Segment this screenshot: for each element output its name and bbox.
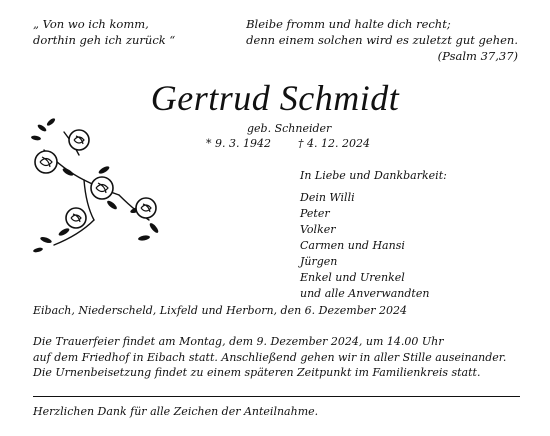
quote-right <box>246 16 518 64</box>
death-date: † 4. 12. 2024 <box>297 137 370 150</box>
divider <box>33 396 520 397</box>
deceased-name: Gertrud Schmidt <box>150 78 400 118</box>
funeral-notice-line-2: auf dem Friedhof in Eibach statt. Anschließend gehen wir in aller Stille auseinander. <box>33 350 507 364</box>
mourner-name: Dein Willi <box>300 191 355 204</box>
mourner-name: und alle Anverwandten <box>300 287 430 300</box>
quote-left-line-1: „ Von wo ich komm, <box>33 17 149 31</box>
life-dates <box>206 137 370 151</box>
mourners-list <box>300 168 447 302</box>
mourner-name: Carmen und Hansi <box>300 239 405 252</box>
roses-illustration-icon <box>24 110 174 260</box>
funeral-notice-line-3: Die Urnenbeisetzung findet zu einem späteren Zeitpunkt im Familienkreis statt. <box>33 366 481 379</box>
thanks-line: Herzlichen Dank für alle Zeichen der Anteilnahme. <box>33 405 319 418</box>
mourner-name: Peter <box>300 207 330 220</box>
quote-left-line-2: dorthin geh ich zurück “ <box>33 33 176 47</box>
quote-left <box>33 16 175 48</box>
place-and-date: Eibach, Niederscheld, Lixfeld und Herborn, den 6. Dezember 2024 <box>33 304 408 317</box>
birth-date: * 9. 3. 1942 <box>206 137 271 150</box>
quote-right-line-2: denn einem solchen wird es zuletzt gut gehen. <box>246 33 518 47</box>
mourners-intro: In Liebe und Dankbarkeit: <box>300 169 447 182</box>
funeral-notice-line-1: Die Trauerfeier findet am Montag, dem 9. Dezember 2024, um 14.00 Uhr <box>33 335 444 348</box>
mourner-name: Jürgen <box>300 255 338 268</box>
psalm-reference: (Psalm 37,37) <box>437 49 518 63</box>
quote-right-line-1: Bleibe fromm und halte dich recht; <box>246 17 451 31</box>
mourner-name: Volker <box>300 223 336 236</box>
mourner-name: Enkel und Urenkel <box>300 271 405 284</box>
funeral-notice <box>33 334 506 381</box>
birth-name: geb. Schneider <box>247 122 332 135</box>
